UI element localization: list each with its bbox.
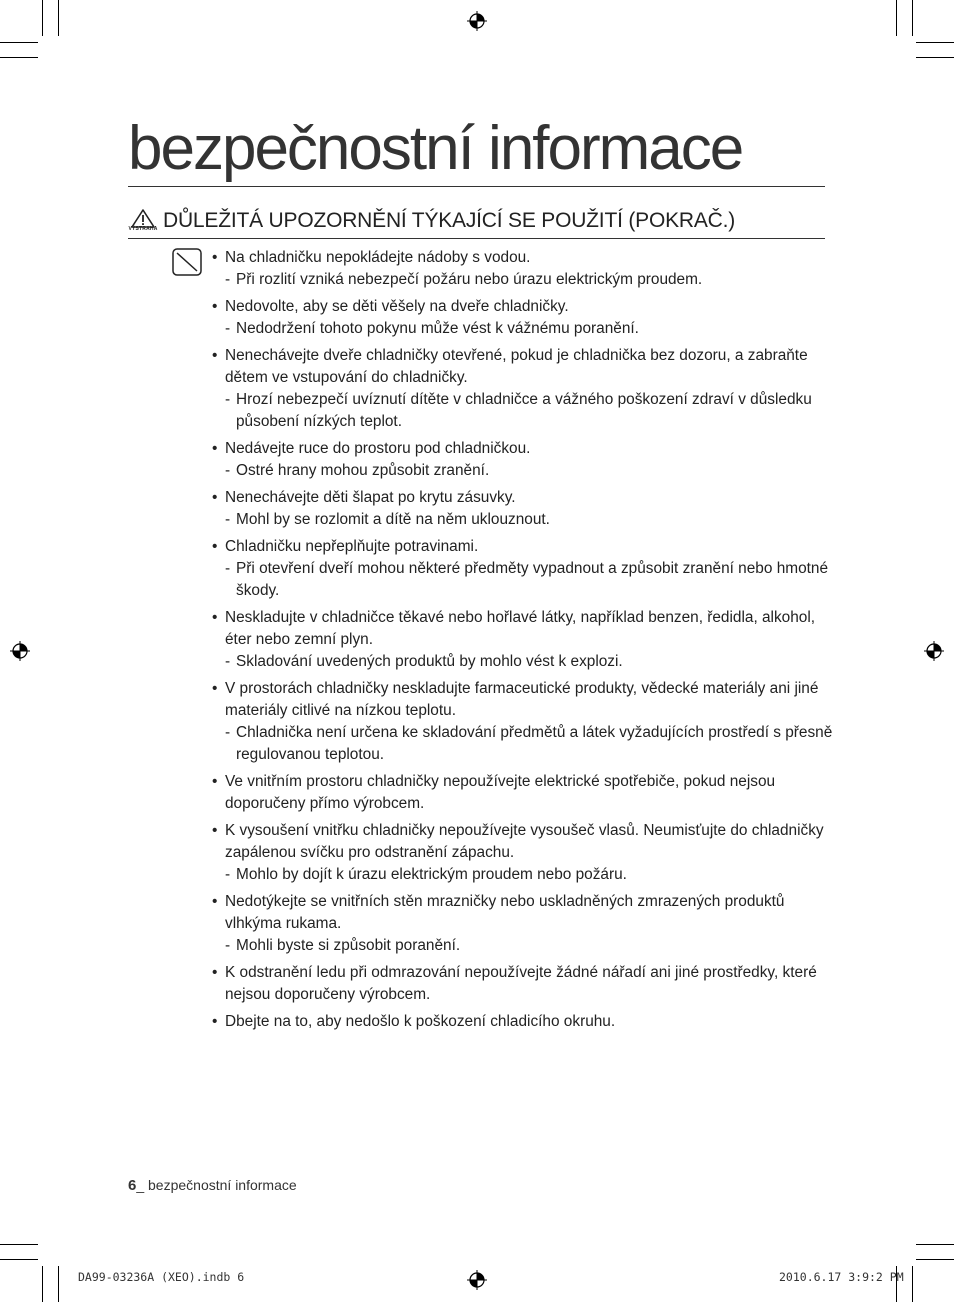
registration-mark-icon (467, 11, 487, 31)
print-slug-file: DA99-03236A (XEO).indb 6 (78, 1270, 245, 1284)
item-text: Nenechávejte děti šlapat po krytu zásuvky. (225, 489, 516, 506)
item-text: Nedotýkejte se vnitřních stěn mrazničky nebo uskladněných zmrazených produktů vlhkýma rukama. (225, 893, 785, 932)
item-text: Neskladujte v chladničce těkavé nebo hořlavé látky, například benzen, ředidla, alkohol, éter nebo zemní plyn. (225, 609, 816, 648)
warning-list (212, 247, 837, 1038)
crop-mark (0, 42, 38, 43)
prohibition-icon (172, 248, 202, 276)
list-item: • Nenechávejte děti šlapat po krytu zásuvky. - Mohl by se rozlomit a dítě na něm uklouznout. (212, 487, 837, 531)
page-number: 6 (128, 1177, 137, 1194)
registration-mark-icon (924, 641, 944, 661)
item-text: Na chladničku nepokládejte nádoby s vodou. (225, 249, 531, 266)
list-item: • Neskladujte v chladničce těkavé nebo hořlavé látky, například benzen, ředidla, alkohol, éter nebo zemní plyn. - Skladování uvedených produktů by mohlo vést k explozi. (212, 607, 837, 673)
item-text: Nedávejte ruce do prostoru pod chladničkou. (225, 440, 531, 457)
crop-mark (916, 1259, 954, 1260)
list-item: • Ve vnitřním prostoru chladničky nepoužívejte elektrické spotřebiče, pokud nejsou doporučeny přímo výrobcem. (212, 771, 837, 815)
item-subtext: Nedodržení tohoto pokynu může vést k vážnému poranění. (236, 320, 639, 337)
list-item: • Nedotýkejte se vnitřních stěn mrazničky nebo uskladněných zmrazených produktů vlhkýma rukama. - Mohli byste si způsobit poranění. (212, 891, 837, 957)
list-item: • V prostorách chladničky neskladujte farmaceutické produkty, vědecké materiály ani jiné materiály citlivé na nízkou teplotu. - Chladnička není určena ke skladování předmětů a látek vyžadujících prostředí s přesně regulovanou teplotou. (212, 678, 837, 766)
crop-mark (42, 0, 43, 36)
item-text: Nedovolte, aby se děti věšely na dveře chladničky. (225, 298, 569, 315)
crop-mark (912, 0, 913, 36)
item-subtext: Při otevření dveří mohou některé předměty vypadnout a způsobit zranění nebo hmotné škody. (236, 560, 829, 599)
item-text: Nenechávejte dveře chladničky otevřené, pokud je chladnička bez dozoru, a zabraňte dětem ve vstupování do chladničky. (225, 347, 808, 386)
footer-label: _ bezpečnostní informace (136, 1177, 297, 1193)
item-text: K odstranění ledu při odmrazování nepoužívejte žádné nářadí ani jiné prostředky, které nejsou doporučeny výrobcem. (225, 964, 817, 1003)
list-item: • Dbejte na to, aby nedošlo k poškození chladicího okruhu. (212, 1011, 837, 1033)
crop-mark (0, 57, 38, 58)
list-item: • K odstranění ledu při odmrazování nepoužívejte žádné nářadí ani jiné prostředky, které nejsou doporučeny výrobcem. (212, 962, 837, 1006)
list-item: • Nedovolte, aby se děti věšely na dveře chladničky. - Nedodržení tohoto pokynu může vést k vážnému poranění. (212, 296, 837, 340)
page-title: bezpečnostní informace (128, 118, 825, 187)
list-item: • Nedávejte ruce do prostoru pod chladničkou. - Ostré hrany mohou způsobit zranění. (212, 438, 837, 482)
list-item: • K vysoušení vnitřku chladničky nepoužívejte vysoušeč vlasů. Neumisťujte do chladničky zapálenou svíčku pro odstranění zápachu. - Mohlo by dojít k úrazu elektrickým proudem nebo požáru. (212, 820, 837, 886)
crop-mark (896, 0, 897, 36)
item-subtext: Mohl by se rozlomit a dítě na něm uklouznout. (236, 511, 550, 528)
crop-mark (0, 1244, 38, 1245)
registration-mark-icon (10, 641, 30, 661)
item-text: V prostorách chladničky neskladujte farmaceutické produkty, vědecké materiály ani jiné materiály citlivé na nízkou teplotu. (225, 680, 819, 719)
list-item: • Na chladničku nepokládejte nádoby s vodou. - Při rozlití vzniká nebezpečí požáru nebo úrazu elektrickým proudem. (212, 247, 837, 291)
crop-mark (912, 1266, 913, 1302)
item-subtext: Mohlo by dojít k úrazu elektrickým proudem nebo požáru. (236, 866, 627, 883)
crop-mark (0, 1259, 38, 1260)
crop-mark (916, 57, 954, 58)
item-text: Dbejte na to, aby nedošlo k poškození chladicího okruhu. (225, 1013, 616, 1030)
list-item: • Nenechávejte dveře chladničky otevřené, pokud je chladnička bez dozoru, a zabraňte dětem ve vstupování do chladničky. - Hrozí nebezpečí uvíznutí dítěte v chladničce a vážného poškození zdraví v důsledku působení nízkých teplot. (212, 345, 837, 433)
item-subtext: Hrozí nebezpečí uvíznutí dítěte v chladničce a vážného poškození zdraví v důsledku působení nízkých teplot. (236, 391, 812, 430)
item-text: K vysoušení vnitřku chladničky nepoužívejte vysoušeč vlasů. Neumisťujte do chladničky zapálenou svíčku pro odstranění zápachu. (225, 822, 824, 861)
item-subtext: Ostré hrany mohou způsobit zranění. (236, 462, 490, 479)
list-item: • Chladničku nepřeplňujte potravinami. - Při otevření dveří mohou některé předměty vypadnout a způsobit zranění nebo hmotné škody. (212, 536, 837, 602)
item-subtext: Chladnička není určena ke skladování předmětů a látek vyžadujících prostředí s přesně regulovanou teplotou. (236, 724, 833, 763)
crop-mark (42, 1266, 43, 1302)
warning-label: VÝSTRAHA (128, 226, 158, 232)
crop-mark (916, 1244, 954, 1245)
section-title: DŮLEŽITÁ UPOZORNĚNÍ TÝKAJÍCÍ SE POUŽITÍ (POKRAČ.) (163, 209, 736, 232)
item-subtext: Mohli byste si způsobit poranění. (236, 937, 461, 954)
crop-mark (916, 42, 954, 43)
crop-mark (58, 0, 59, 36)
item-subtext: Skladování uvedených produktů by mohlo vést k explozi. (236, 653, 623, 670)
page-footer (128, 1177, 297, 1194)
item-subtext: Při rozlití vzniká nebezpečí požáru nebo úrazu elektrickým proudem. (236, 271, 703, 288)
print-slug-timestamp: 2010.6.17 3:9:2 PM (779, 1270, 904, 1284)
registration-mark-icon (467, 1270, 487, 1290)
crop-mark (58, 1266, 59, 1302)
item-text: Chladničku nepřeplňujte potravinami. (225, 538, 479, 555)
section-header (128, 208, 825, 239)
item-text: Ve vnitřním prostoru chladničky nepoužívejte elektrické spotřebiče, pokud nejsou doporučeny přímo výrobcem. (225, 773, 776, 812)
